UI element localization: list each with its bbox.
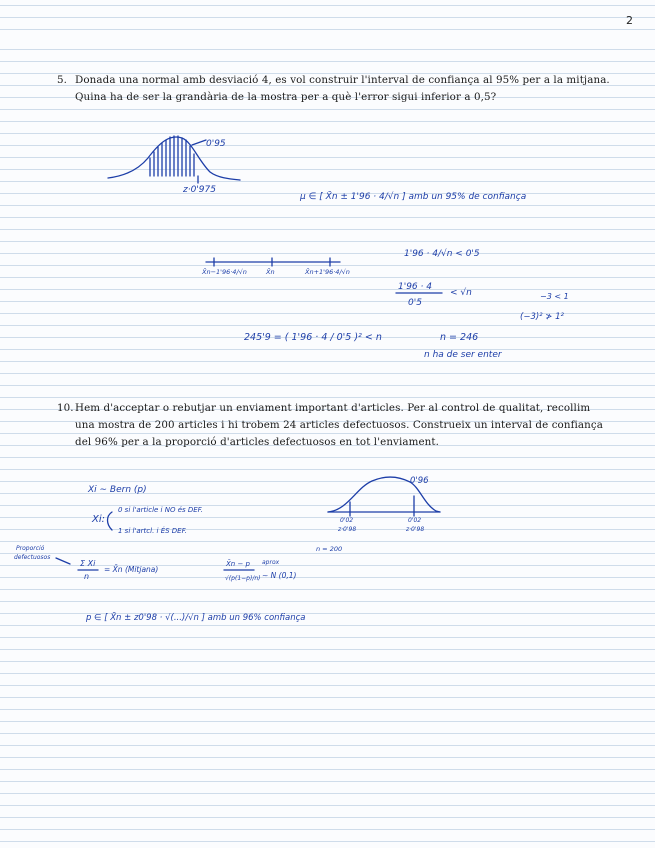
approx-distribution: ∼ N (0,1) bbox=[262, 571, 297, 580]
inequality-3: 245'9 = ( 1'96 · 4 / 0'5 )² < n bbox=[244, 332, 382, 343]
approx-denominator: √(p(1−p)/n) bbox=[225, 575, 261, 582]
inequality-2-denominator: 0'5 bbox=[408, 298, 422, 308]
brace-case-0: 0 si l'article i NO és DEF. bbox=[118, 506, 204, 514]
interval-formula-10: p ∈ [ X̄n ± z0'98 · √(...)/√n ] amb un 96% confiança bbox=[86, 613, 306, 623]
problem-text-line: Donada una normal amb desviació 4, es vol construir l'interval de confiança al 95% per a la mitjana. bbox=[75, 74, 610, 86]
problem-text-line: del 96% per a la proporció d'articles defectuosos en tot l'enviament. bbox=[75, 436, 440, 448]
sum-numerator: Σ Xi bbox=[80, 559, 96, 568]
inequality-2-numerator: 1'96 · 4 bbox=[398, 282, 432, 292]
side-label-1: Proporció bbox=[16, 545, 45, 552]
approx-note: aprox bbox=[262, 559, 280, 566]
curve-label-top: 0'95 bbox=[206, 139, 226, 149]
problem-number: 5. bbox=[57, 74, 68, 86]
axis-label-right: X̄n+1'96·4/√n bbox=[305, 268, 350, 276]
brace-case-1: 1 si l'artcl. i ÉS DEF. bbox=[118, 527, 187, 535]
curve-left-label-1: 0'02 bbox=[340, 517, 354, 524]
xi-symbol: Xi: bbox=[92, 514, 105, 525]
problem-10 bbox=[57, 400, 603, 451]
arrow-icon bbox=[56, 558, 70, 564]
problem-5 bbox=[57, 72, 610, 106]
normal-curve-sketch-10 bbox=[328, 477, 440, 516]
problem-number: 10. bbox=[57, 402, 74, 414]
curve-right-label-1: 0'02 bbox=[408, 517, 422, 524]
side-note-1: −3 < 1 bbox=[540, 292, 569, 301]
problem-text-line: una mostra de 200 articles i hi trobem 24 articles defectuosos. Construeix un interval de confiança bbox=[75, 419, 603, 431]
sample-size: n = 200 bbox=[316, 545, 343, 553]
side-label-2: defectuosos bbox=[14, 554, 51, 561]
curve-right-label-2: z·0'98 bbox=[406, 526, 425, 533]
approx-numerator: X̄n − p bbox=[226, 560, 250, 568]
normal-curve-sketch-5 bbox=[108, 136, 240, 183]
curve-left-label-2: z·0'98 bbox=[338, 526, 357, 533]
page-number: 2 bbox=[626, 14, 633, 27]
bernoulli-definition: Xi ∼ Bern (p) bbox=[88, 485, 147, 495]
problem-text-line: Hem d'acceptar o rebutjar un enviament important d'articles. Per al control de qualitat, recollim bbox=[75, 402, 591, 414]
interval-formula-5: μ ∈ [ X̄n ± 1'96 · 4/√n ] amb un 95% de confiança bbox=[300, 192, 527, 202]
inequality-1: 1'96 · 4/√n < 0'5 bbox=[404, 249, 480, 259]
axis-label-mid: X̄n bbox=[266, 268, 275, 276]
conclusion-text: n ha de ser enter bbox=[424, 350, 502, 360]
problem-text-line: Quina ha de ser la grandària de la mostra per a què l'error sigui inferior a 0,5? bbox=[75, 91, 497, 103]
curve-label-bottom: z·0'975 bbox=[183, 185, 216, 195]
brace-icon bbox=[108, 512, 113, 530]
side-note-2: (−3)² ≯ 1² bbox=[520, 312, 564, 322]
answer-n: n = 246 bbox=[440, 332, 479, 343]
number-line-5 bbox=[206, 258, 340, 266]
axis-label-left: X̄n−1'96·4/√n bbox=[202, 268, 247, 276]
inequality-2-rhs: < √n bbox=[450, 288, 472, 298]
sum-rhs: = X̄n (Mitjana) bbox=[104, 565, 159, 574]
curve-top-label: 0'96 bbox=[410, 476, 429, 486]
sum-denominator: n bbox=[84, 572, 90, 581]
